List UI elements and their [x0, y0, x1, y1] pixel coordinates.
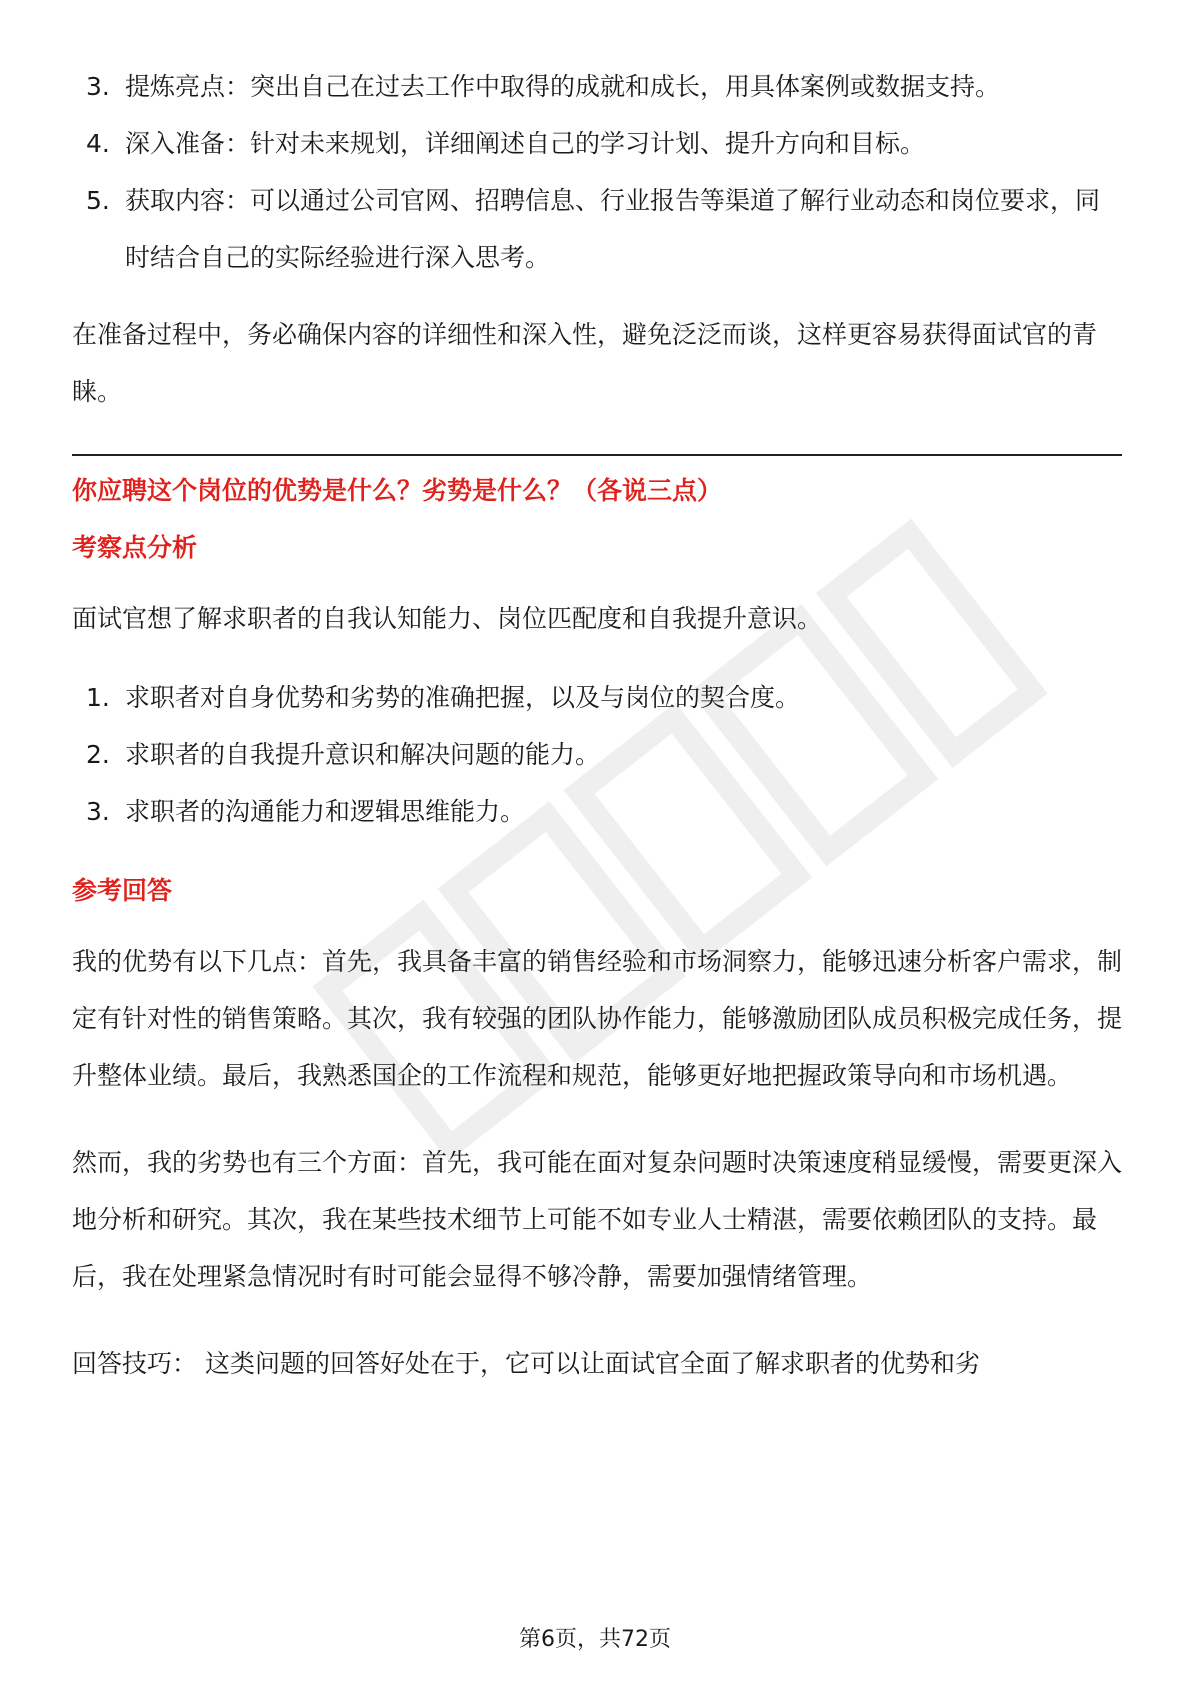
list-item: [72, 726, 1122, 783]
page-content: [72, 58, 1122, 1392]
preparation-paragraph: 在准备过程中，务必确保内容的详细性和深入性，避免泛泛而谈，这样更容易获得面试官的青睐。: [72, 320, 1098, 406]
question-heading: 你应聘这个岗位的优势是什么？劣势是什么？（各说三点）: [72, 476, 723, 505]
list-item: [72, 783, 1122, 840]
list-number: 1.: [86, 683, 110, 712]
list-text: 求职者对自身优势和劣势的准确把握，以及与岗位的契合度。: [125, 683, 801, 712]
list-number: 3.: [86, 797, 110, 826]
list-text: 获取内容：可以通过公司官网、招聘信息、行业报告等渠道了解行业动态和岗位要求，同时结合自己的实际经验进行深入思考。: [125, 186, 1101, 272]
answer-tips: 回答技巧： 这类问题的回答好处在于，它可以让面试官全面了解求职者的优势和劣: [72, 1349, 980, 1378]
list-number: 5.: [86, 186, 110, 215]
list-item: [72, 669, 1122, 726]
analysis-heading: 考察点分析: [72, 533, 198, 562]
answer-paragraph-weaknesses: 然而，我的劣势也有三个方面：首先，我可能在面对复杂问题时决策速度稍显缓慢，需要更深入地分析和研究。其次，我在某些技术细节上可能不如专业人士精湛，需要依赖团队的支持。最后，我在处理紧急情况时有时可能会显得不够冷静，需要加强情绪管理。: [72, 1148, 1123, 1291]
list-number: 3.: [86, 72, 110, 101]
answer-heading: 参考回答: [72, 876, 173, 905]
list-text: 深入准备：针对未来规划，详细阐述自己的学习计划、提升方向和目标。: [125, 129, 926, 158]
analysis-intro: 面试官想了解求职者的自我认知能力、岗位匹配度和自我提升意识。: [72, 604, 823, 633]
tips-list: [72, 58, 1122, 286]
list-item: [72, 115, 1122, 172]
analysis-list: [72, 669, 1122, 840]
list-text: 求职者的沟通能力和逻辑思维能力。: [125, 797, 526, 826]
list-text: 求职者的自我提升意识和解决问题的能力。: [125, 740, 601, 769]
list-number: 2.: [86, 740, 110, 769]
list-item: [72, 172, 1122, 286]
list-number: 4.: [86, 129, 110, 158]
list-item: [72, 58, 1122, 115]
page-number-footer: 第6页，共72页: [519, 1627, 671, 1652]
answer-paragraph-strengths: 我的优势有以下几点：首先，我具备丰富的销售经验和市场洞察力，能够迅速分析客户需求，制定有针对性的销售策略。其次，我有较强的团队协作能力，能够激励团队成员积极完成任务，提升整体业绩。最后，我熟悉国企的工作流程和规范，能够更好地把握政策导向和市场机遇。: [72, 947, 1123, 1090]
list-text: 提炼亮点：突出自己在过去工作中取得的成就和成长，用具体案例或数据支持。: [125, 72, 1001, 101]
